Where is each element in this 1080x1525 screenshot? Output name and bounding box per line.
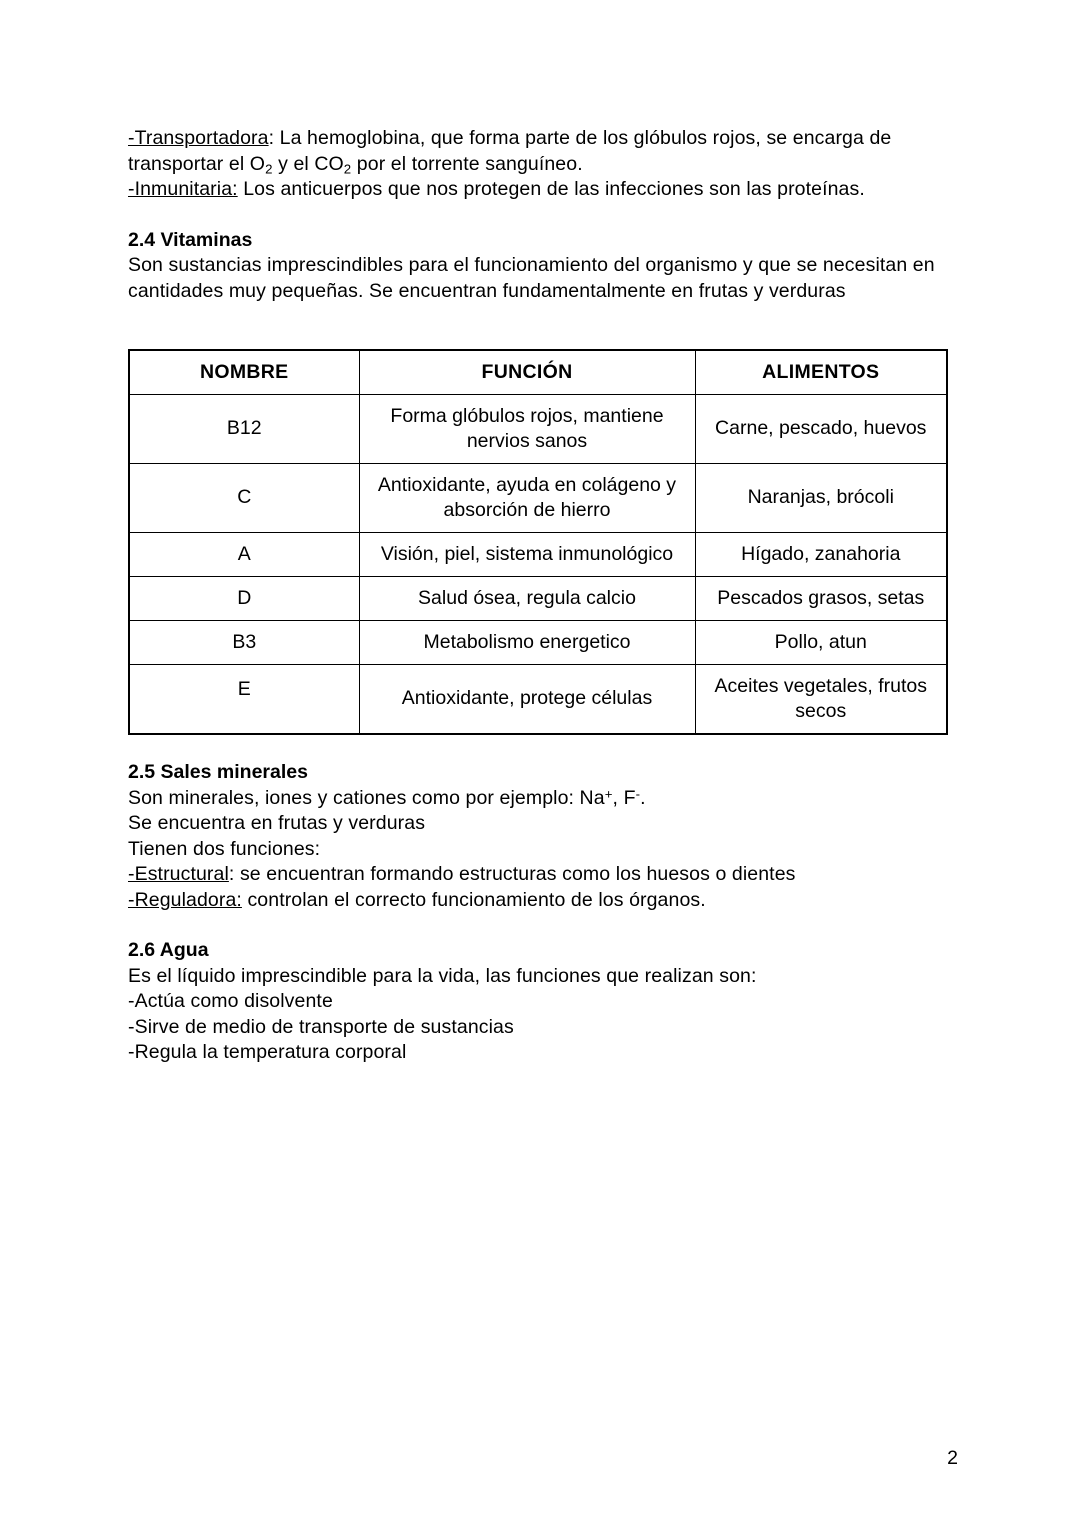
transportadora-subscript-2: 2 bbox=[343, 161, 352, 177]
paragraph-inmunitaria bbox=[128, 177, 952, 203]
paragraph-sales-line-2: Se encuentra en frutas y verduras bbox=[128, 812, 426, 834]
cell-nombre: B12 bbox=[129, 394, 359, 463]
transportadora-text-a: La hemoglobina, que forma parte de los glóbulos rojos, se encarga de transportar el O bbox=[128, 127, 892, 175]
estructural-text: se encuentran formando estructuras como los huesos o dientes bbox=[234, 863, 796, 885]
transportadora-colon: : bbox=[268, 127, 275, 149]
paragraph-transportadora bbox=[128, 126, 952, 177]
cell-funcion: Visión, piel, sistema inmunológico bbox=[359, 532, 695, 576]
inmunitaria-label: -Inmunitaria: bbox=[128, 178, 238, 200]
table-header-row bbox=[129, 350, 947, 394]
inmunitaria-text: Los anticuerpos que nos protegen de las infecciones son las proteínas. bbox=[237, 178, 865, 200]
cell-alimentos: Carne, pescado, huevos bbox=[695, 394, 947, 463]
cell-alimentos: Naranjas, brócoli bbox=[695, 463, 947, 532]
cell-funcion: Metabolismo energetico bbox=[359, 620, 695, 664]
estructural-colon: : bbox=[228, 863, 235, 885]
estructural-label: -Estructural bbox=[128, 863, 229, 885]
cell-funcion: Salud ósea, regula calcio bbox=[359, 576, 695, 620]
paragraph-vitaminas-body: Son sustancias imprescindibles para el funcionamiento del organismo y que se necesitan en cantidades muy pequeñas. Se encuentran fundamentalmente en frutas y verduras bbox=[128, 254, 935, 302]
reguladora-label: -Reguladora: bbox=[128, 888, 242, 911]
paragraph-sales-line-3: Tienen dos funciones: bbox=[128, 837, 321, 860]
transportadora-subscript-1: 2 bbox=[265, 161, 273, 177]
paragraph-agua-line-2: -Actúa como disolvente bbox=[128, 990, 333, 1012]
cell-nombre: B3 bbox=[129, 620, 359, 664]
paragraph-reguladora bbox=[128, 888, 952, 914]
cell-funcion: Forma glóbulos rojos, mantiene nervios sanos bbox=[359, 394, 695, 463]
paragraph-agua-line-3: -Sirve de medio de transporte de sustancias bbox=[128, 1015, 514, 1038]
column-header-funcion: FUNCIÓN bbox=[359, 350, 695, 394]
heading-2-4-vitaminas: 2.4 Vitaminas bbox=[128, 228, 253, 251]
table-row bbox=[129, 532, 947, 576]
fluoride-superscript: - bbox=[635, 785, 641, 801]
paragraph-sales-line-1 bbox=[128, 786, 952, 812]
paragraph-estructural bbox=[128, 862, 952, 888]
column-header-nombre: NOMBRE bbox=[129, 350, 359, 394]
cell-funcion: Antioxidante, ayuda en colágeno y absorción de hierro bbox=[359, 463, 695, 532]
page-number: 2 bbox=[947, 1447, 958, 1469]
cell-nombre: E bbox=[129, 664, 359, 734]
table-row bbox=[129, 394, 947, 463]
paragraph-agua-line-4: -Regula la temperatura corporal bbox=[128, 1041, 407, 1063]
reguladora-text: controlan el correcto funcionamiento de los órganos. bbox=[241, 888, 706, 911]
sales-line-1-a: Son minerales, iones y cationes como por ejemplo: Na bbox=[128, 786, 605, 809]
heading-2-6-agua: 2.6 Agua bbox=[128, 939, 209, 961]
column-header-alimentos: ALIMENTOS bbox=[695, 350, 947, 394]
transportadora-text-b: y el CO bbox=[272, 152, 344, 175]
cell-nombre: D bbox=[129, 576, 359, 620]
table-row bbox=[129, 620, 947, 664]
sales-line-1-b: , F bbox=[612, 786, 636, 809]
cell-alimentos: Pescados grasos, setas bbox=[695, 576, 947, 620]
table-row bbox=[129, 463, 947, 532]
vitamins-table bbox=[128, 349, 948, 735]
vitamins-table-wrapper bbox=[128, 349, 952, 735]
table-row bbox=[129, 576, 947, 620]
table-row bbox=[129, 664, 947, 734]
cell-alimentos: Aceites vegetales, frutos secos bbox=[695, 664, 947, 734]
paragraph-agua-line-1: Es el líquido imprescindible para la vida, las funciones que realizan son: bbox=[128, 964, 757, 987]
transportadora-label: -Transportadora bbox=[128, 127, 269, 149]
cell-alimentos: Pollo, atun bbox=[695, 620, 947, 664]
cell-nombre: A bbox=[129, 532, 359, 576]
cell-funcion: Antioxidante, protege células bbox=[359, 664, 695, 734]
cell-alimentos: Hígado, zanahoria bbox=[695, 532, 947, 576]
transportadora-text-c: por el torrente sanguíneo. bbox=[351, 152, 583, 175]
cell-nombre: C bbox=[129, 463, 359, 532]
sales-line-1-c: . bbox=[640, 786, 646, 809]
heading-2-5-sales-minerales: 2.5 Sales minerales bbox=[128, 761, 308, 783]
document-content bbox=[128, 126, 952, 1066]
sodium-superscript: + bbox=[604, 785, 613, 801]
